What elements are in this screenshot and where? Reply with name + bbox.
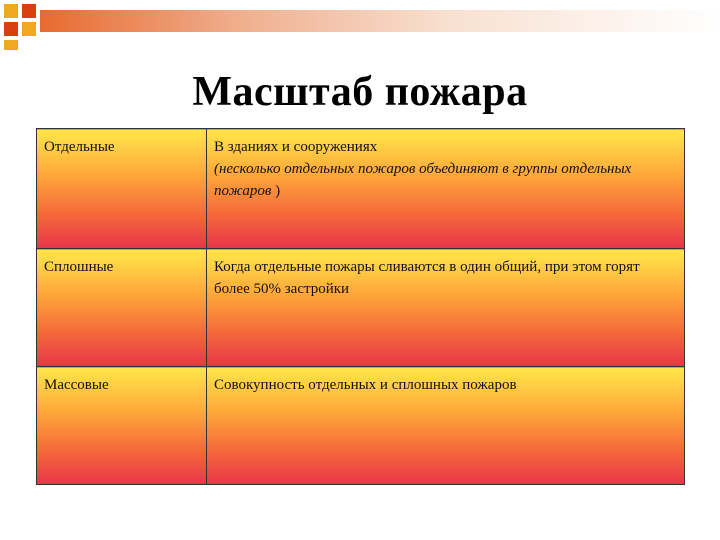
decorative-gradient-bar: [40, 10, 720, 32]
fire-type-label: Отдельные: [44, 139, 115, 155]
fire-description: Совокупность отдельных и сплошных пожаров: [214, 377, 517, 393]
fire-description-cell: [207, 249, 685, 367]
fire-description: Когда отдельные пожары сливаются в один общий, при этом горят более 50% застройки: [214, 259, 640, 297]
fire-type-cell: [37, 249, 207, 367]
fire-type-label: Сплошные: [44, 259, 114, 275]
table-row: [37, 129, 685, 249]
decorative-square: [22, 22, 36, 36]
decorative-square: [4, 40, 18, 50]
fire-description: В зданиях и сооружениях: [214, 139, 378, 155]
fire-type-label: Массовые: [44, 377, 109, 393]
table-row: [37, 367, 685, 485]
fire-description-cell: [207, 129, 685, 249]
fire-description-note: [214, 159, 677, 203]
fire-type-cell: [37, 129, 207, 249]
fire-description-note-text: (несколько отдельных пожаров объединяют в группы отдельных пожаров: [214, 160, 632, 199]
decorative-square: [4, 4, 18, 18]
fire-description-cell: [207, 367, 685, 485]
decorative-square: [4, 22, 18, 36]
fire-type-cell: [37, 367, 207, 485]
fire-scale-table: [36, 128, 685, 485]
slide-title: Масштаб пожара: [192, 69, 528, 115]
decorative-square: [22, 4, 36, 18]
table-row: [37, 249, 685, 367]
fire-description-note-close: ): [271, 182, 281, 199]
